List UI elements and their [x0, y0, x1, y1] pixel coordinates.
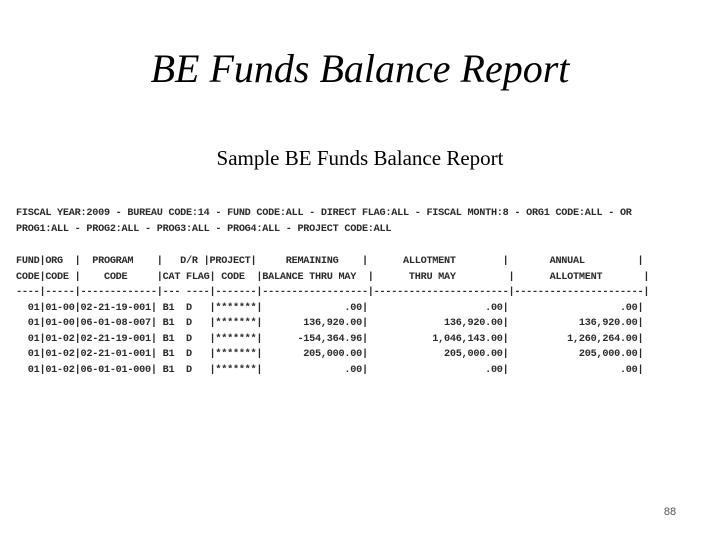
page-number: 88	[663, 506, 677, 518]
report-header-line: CODE|CODE | CODE |CAT FLAG| CODE |BALANCE THRU MAY | THRU MAY | ALLOTMENT |	[16, 271, 650, 283]
slide-title: BE Funds Balance Report	[150, 46, 570, 91]
report-header-line: FUND|ORG | PROGRAM | D/R |PROJECT| REMAINING | ALLOTMENT | ANNUAL |	[16, 256, 644, 267]
report-row: 01|01-00|02-21-19-001| B1 D |*******| .00| .00| .00|	[16, 302, 644, 314]
report-parameter-line: FISCAL YEAR:2009 - BUREAU CODE:14 - FUND CODE:ALL - DIRECT FLAG:ALL - FISCAL MONTH:8 - ORG1 CODE:ALL - OR	[16, 208, 632, 219]
report-header-separator: ----|-----|-------------|--- ----|-------|------------------|-----------------------|----------------------|	[16, 287, 650, 298]
report-parameter-line: PROG1:ALL - PROG2:ALL - PROG3:ALL - PROG4:ALL - PROJECT CODE:ALL	[16, 223, 392, 235]
report-rows	[16, 301, 696, 379]
report-column-headers	[16, 254, 696, 301]
report-row: 01|01-02|06-01-01-000| B1 D |*******| .00| .00| .00|	[16, 364, 644, 376]
report-screenshot	[16, 206, 696, 382]
report-row: 01|01-02|02-21-19-001| B1 D |*******| -154,364.96| 1,046,143.00| 1,260,264.00|	[16, 333, 644, 345]
report-row: 01|01-00|06-01-08-007| B1 D |*******| 136,920.00| 136,920.00| 136,920.00|	[16, 318, 644, 329]
slide-subtitle: Sample BE Funds Balance Report	[216, 146, 504, 170]
report-row: 01|01-02|02-21-01-001| B1 D |*******| 205,000.00| 205,000.00| 205,000.00|	[16, 349, 644, 360]
report-parameters	[16, 206, 696, 237]
